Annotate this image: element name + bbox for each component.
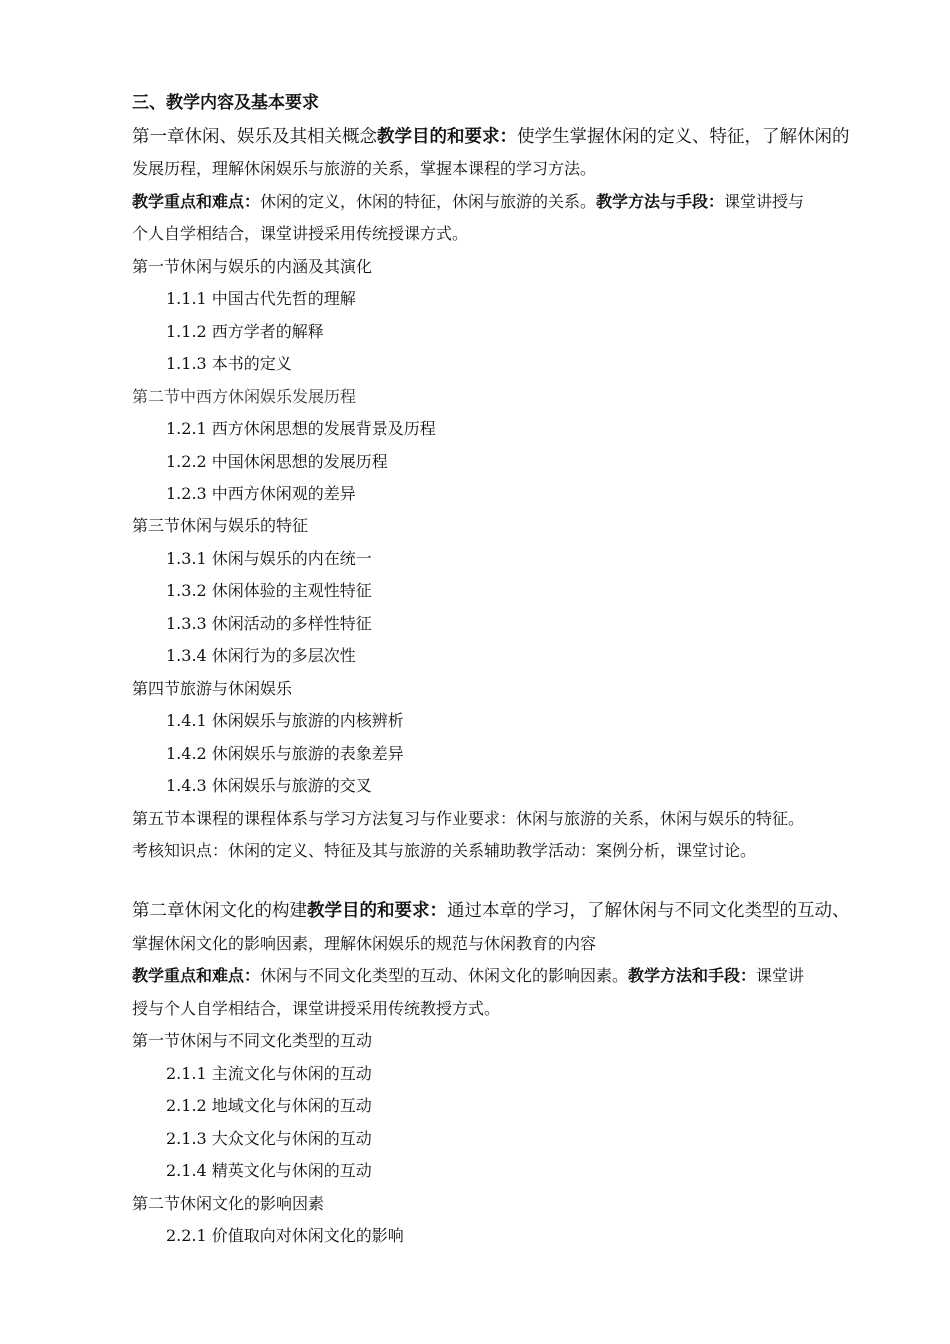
chapter1-intro-line1 [132, 126, 850, 148]
chapter1-key-label: 教学重点和难点： [132, 192, 261, 211]
chapter1-item-1-2-1: 1.2.1 西方休闲思想的发展背景及历程 [166, 419, 436, 438]
chapter2-method-label: 教学方法和手段： [628, 966, 757, 985]
chapter1-goal-label: 教学目的和要求： [377, 127, 517, 147]
chapter2-goal-text1: 通过本章的学习，了解休闲与不同文化类型的互动、 [447, 901, 850, 921]
chapter2-goal-label: 教学目的和要求： [307, 901, 447, 921]
chapter1-item-1-3-2: 1.3.2 休闲体验的主观性特征 [166, 581, 372, 600]
chapter1-section5-line1: 第五节本课程的课程体系与学习方法复习与作业要求：休闲与旅游的关系，休闲与娱乐的特征。 [132, 809, 805, 828]
chapter1-item-1-2-3: 1.2.3 中西方休闲观的差异 [166, 484, 356, 503]
chapter1-section5-line2: 考核知识点：休闲的定义、特征及其与旅游的关系辅助教学活动：案例分析，课堂讨论。 [132, 841, 757, 860]
chapter2-key-label: 教学重点和难点： [132, 966, 261, 985]
chapter1-item-1-1-3: 1.1.3 本书的定义 [166, 354, 292, 373]
chapter1-item-1-3-1: 1.3.1 休闲与娱乐的内在统一 [166, 549, 372, 568]
chapter2-key-line1 [132, 965, 804, 987]
section-heading: 三、教学内容及基本要求 [132, 93, 319, 113]
chapter1-goal-text2: 发展历程，理解休闲娱乐与旅游的关系，掌握本课程的学习方法。 [132, 159, 597, 178]
chapter1-title: 第一章休闲、娱乐及其相关概念 [132, 127, 377, 147]
chapter1-item-1-4-3: 1.4.3 休闲娱乐与旅游的交叉 [166, 776, 372, 795]
chapter1-item-1-2-2: 1.2.2 中国休闲思想的发展历程 [166, 452, 388, 471]
chapter1-key-line1 [132, 191, 804, 213]
chapter1-section2: 第二节中西方休闲娱乐发展历程 [132, 387, 357, 406]
chapter2-item-2-1-1: 2.1.1 主流文化与休闲的互动 [166, 1064, 372, 1083]
chapter2-section1: 第一节休闲与不同文化类型的互动 [132, 1031, 373, 1050]
chapter2-item-2-1-3: 2.1.3 大众文化与休闲的互动 [166, 1129, 372, 1148]
chapter1-item-1-4-2: 1.4.2 休闲娱乐与旅游的表象差异 [166, 744, 404, 763]
chapter1-goal-text1: 使学生掌握休闲的定义、特征，了解休闲的 [517, 127, 850, 147]
chapter1-method-text2: 个人自学相结合，课堂讲授采用传统授课方式。 [132, 224, 469, 243]
chapter1-section4: 第四节旅游与休闲娱乐 [132, 679, 293, 698]
chapter1-section3: 第三节休闲与娱乐的特征 [132, 516, 309, 535]
chapter1-key-text: 休闲的定义，休闲的特征，休闲与旅游的关系。 [260, 192, 597, 211]
chapter1-method-text1: 课堂讲授与 [724, 192, 805, 211]
chapter2-item-2-1-4: 2.1.4 精英文化与休闲的互动 [166, 1161, 372, 1180]
chapter1-section1: 第一节休闲与娱乐的内涵及其演化 [132, 257, 373, 276]
chapter2-key-text: 休闲与不同文化类型的互动、休闲文化的影响因素。 [260, 966, 629, 985]
chapter2-intro-line1 [132, 900, 850, 922]
chapter1-item-1-4-1: 1.4.1 休闲娱乐与旅游的内核辨析 [166, 711, 404, 730]
chapter2-title: 第二章休闲文化的构建 [132, 901, 307, 921]
chapter2-item-2-1-2: 2.1.2 地域文化与休闲的互动 [166, 1096, 372, 1115]
chapter1-item-1-3-3: 1.3.3 休闲活动的多样性特征 [166, 614, 372, 633]
chapter1-method-label: 教学方法与手段： [596, 192, 725, 211]
chapter1-item-1-3-4: 1.3.4 休闲行为的多层次性 [166, 646, 356, 665]
chapter2-method-text1: 课堂讲 [756, 966, 805, 985]
chapter1-item-1-1-2: 1.1.2 西方学者的解释 [166, 322, 324, 341]
chapter2-section2: 第二节休闲文化的影响因素 [132, 1194, 325, 1213]
chapter1-item-1-1-1: 1.1.1 中国古代先哲的理解 [166, 289, 356, 308]
chapter2-goal-text2: 掌握休闲文化的影响因素，理解休闲娱乐的规范与休闲教育的内容 [132, 934, 597, 953]
chapter2-method-text2: 授与个人自学相结合，课堂讲授采用传统教授方式。 [132, 999, 501, 1018]
chapter2-item-2-2-1: 2.2.1 价值取向对休闲文化的影响 [166, 1226, 404, 1245]
